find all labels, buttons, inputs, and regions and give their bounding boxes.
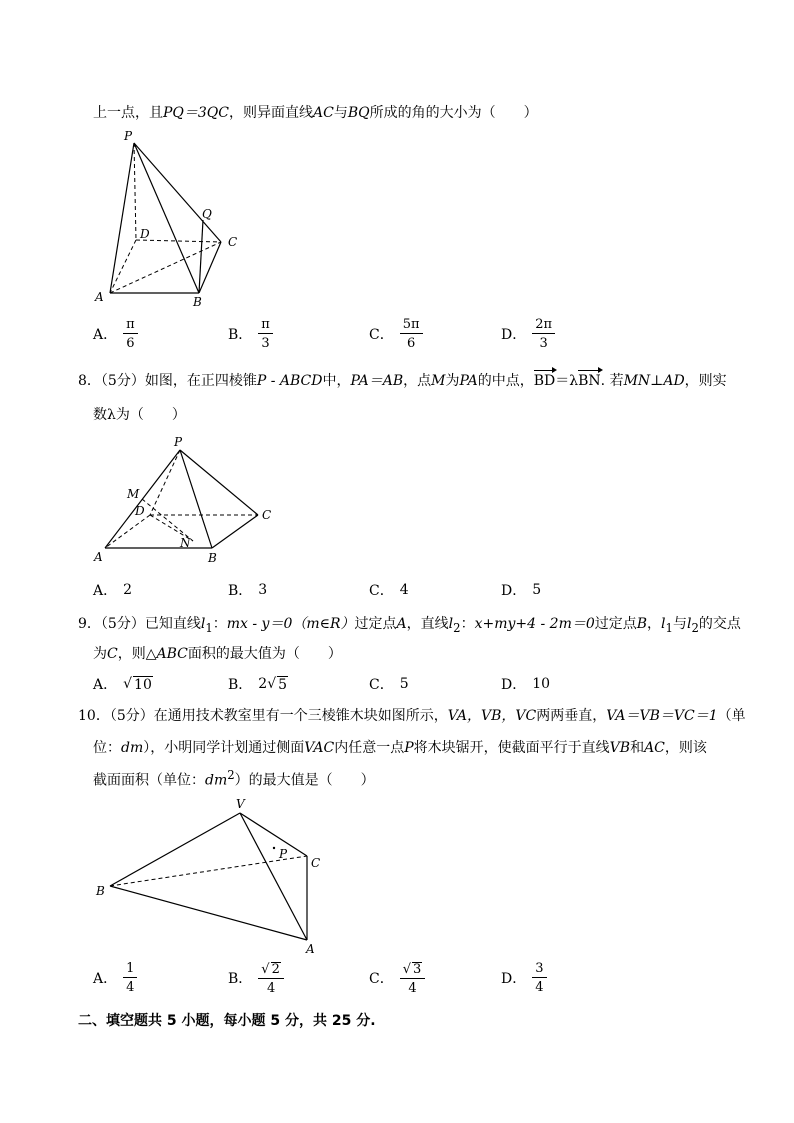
q7-label-d: D [140,227,150,241]
q10-option-b[interactable]: B． $\frac{√ 2}{4}$ [228,958,284,998]
q9-option-c[interactable]: C． 5 [369,676,409,693]
q9-option-a[interactable]: A． √ 10 [93,676,152,693]
q8-stem-line2: 数λ为（ ） [93,407,186,423]
q10-label-b: B [96,884,105,898]
q7-label-b: B [193,295,202,309]
fraction: $\frac{5\pi}{6}$ [400,318,423,350]
q8-label-c: C [262,508,272,522]
fraction: $\frac{\pi}{6}$ [123,318,138,350]
q9-option-d[interactable]: D． 10 [501,676,551,693]
q7-stem: 上一点，且PQ＝3QC，则异面直线AC与BQ所成的角的大小为（ ） [93,105,538,121]
q10-point-p [273,847,275,849]
q8-stem: 8．（5分）如图，在正四棱锥P - ABCD中，PA＝AB，点M为PA的中点，BD＝λBN. 若MN⊥AD，则实 [78,373,727,389]
q7-label-p: P [124,129,133,143]
q8-option-a[interactable]: A． 2 [93,582,133,599]
fraction: $\frac{1}{4}$ [123,962,137,994]
sqrt-sign: √ [123,676,133,692]
q7-option-c[interactable]: C． $\frac{5\pi}{6}$ [369,314,423,354]
q10-label-p: P [279,847,288,861]
vector-bn: BN [578,373,601,389]
q8-label-d: D [135,504,145,518]
q9-stem: 9．（5分）已知直线$l_1$：mx - y＝0（m∈R）过定点A，直线$l_2$：x+my+4 - 2m＝0过定点B，$l_1$与$l_2$的交点 [78,616,741,635]
q10-label-a: A [306,942,315,956]
q10-stem-line2: 位：dm），小明同学计划通过侧面VAC内任意一点P将木块锯开，使截面平行于直线VB和AC，则该 [93,740,707,756]
q10-label-v: V [236,797,245,811]
sqrt-sign: √ [267,676,277,692]
q10-option-d[interactable]: D． $\frac{3}{4}$ [501,958,547,998]
sqrt-sign: √ [402,961,412,977]
q9-stem-line2: 为C，则△ABC面积的最大值为（ ） [93,646,342,662]
q10-option-a[interactable]: A． $\frac{1}{4}$ [93,958,137,998]
fraction: $\frac{2\pi}{3}$ [532,318,555,350]
q7-option-b[interactable]: B． $\frac{\pi}{3}$ [228,314,273,354]
q10-stem-line3: 截面面积（单位：$dm^2$）的最大值是（ ） [93,768,375,789]
q10-label-c: C [311,856,321,870]
q8-label-p: P [174,435,183,449]
vector-bd: BD [533,373,556,389]
q8-label-b: B [208,551,217,565]
section-heading-fill-in-blank: 二、填空题共 5 小题，每小题 5 分，共 25 分. [78,1013,376,1029]
q8-label-a: A [94,550,103,564]
fraction: $\frac{√ 3}{4}$ [400,962,426,995]
q7-label-c: C [228,235,238,249]
q9-options [93,664,693,704]
q10-stem: 10．（5分）在通用技术教室里有一个三棱锥木块如图所示，VA，VB，VC两两垂直，VA＝VB＝VC＝1（单 [78,708,746,724]
fraction: $\frac{√ 2}{4}$ [258,962,284,995]
q8-option-d[interactable]: D． 5 [501,582,542,599]
q7-option-d[interactable]: D． $\frac{2\pi}{3}$ [501,314,555,354]
q8-options [93,570,693,610]
q8-option-c[interactable]: C． 4 [369,582,409,599]
q7-options [93,314,693,354]
q7-label-a: A [95,290,104,304]
q7-label-q: Q [202,207,212,221]
q10-option-c[interactable]: C． $\frac{√ 3}{4}$ [369,958,425,998]
q8-option-b[interactable]: B． 3 [228,582,268,599]
fraction: $\frac{\pi}{3}$ [258,318,273,350]
sqrt-sign: √ [261,961,270,977]
q8-label-m: M [127,487,140,501]
q7-option-a[interactable]: A． $\frac{\pi}{6}$ [93,314,138,354]
q9-option-b[interactable]: B． 2 √ 5 [228,676,288,693]
fraction: $\frac{3}{4}$ [532,962,546,994]
q10-options [93,958,693,998]
q8-label-n: N [180,536,191,550]
